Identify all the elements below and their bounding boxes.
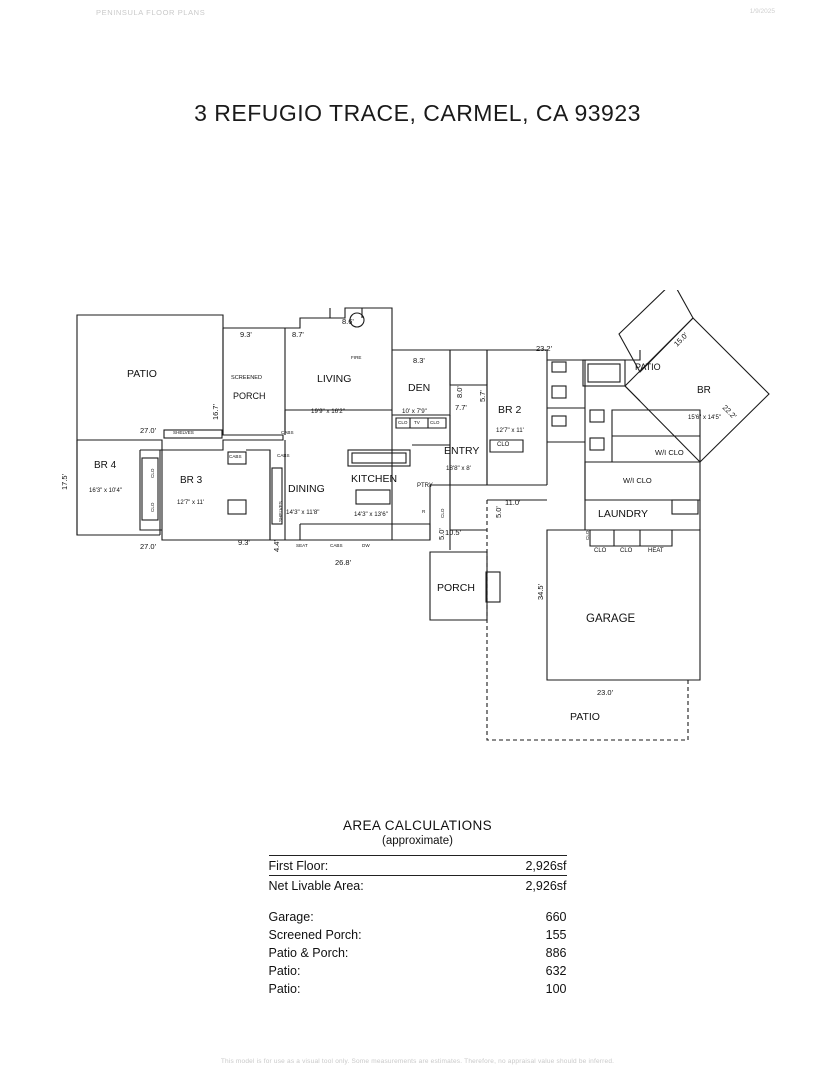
- fireplace-label: FIRE: [351, 355, 362, 360]
- room-label-laundry: LAUNDRY: [598, 508, 648, 520]
- table-row: [269, 962, 567, 980]
- dim-5-7: 5.7': [478, 390, 487, 402]
- room-label-patio-lower: PATIO: [570, 711, 600, 723]
- row-value: 2,926sf: [525, 859, 567, 873]
- heater-label: HEAT: [648, 548, 664, 554]
- entry-dimension: 18'8" x 8': [446, 465, 471, 472]
- table-row: [269, 980, 567, 998]
- dishwasher-label: DW: [362, 543, 370, 548]
- dim-23-0: 23.0': [597, 688, 614, 697]
- kitchen-cabs-label: CABS: [330, 543, 343, 548]
- room-label-br2: BR 2: [498, 404, 522, 416]
- room-label-porch-lower: PORCH: [437, 582, 475, 594]
- den-closet-label: CLO: [398, 420, 408, 425]
- row-label: Patio:: [268, 964, 301, 978]
- living-dimension: 19'9" x 16'2": [311, 408, 345, 415]
- dim-22-2: 22.2': [720, 403, 739, 421]
- dim-27-0-bot: 27.0': [140, 542, 157, 551]
- table-row: [269, 855, 567, 875]
- br4-closet-label: CLO: [150, 502, 155, 512]
- master-br-dimension: 15'6" x 14'5": [688, 415, 721, 421]
- table-row: [269, 875, 567, 895]
- refrigerator-label: R: [422, 509, 426, 514]
- dim-9-3-bot: 9.3': [238, 538, 250, 547]
- floor-plan-drawing: [0, 290, 835, 770]
- den-tv-label: TV: [414, 420, 420, 425]
- dim-4-4: 4.4': [272, 540, 281, 552]
- room-label-master-br: BR: [697, 385, 711, 396]
- br3-dimension: 12'7" x 11': [177, 500, 204, 506]
- room-label-garage: GARAGE: [586, 613, 636, 625]
- area-calculations-subtitle: (approximate): [382, 835, 453, 847]
- entry-closet-label: CLO: [497, 442, 510, 448]
- pantry-label: PTRY: [417, 483, 433, 489]
- hall-closet-label: CLO: [585, 530, 590, 540]
- room-label-patio-left: PATIO: [127, 368, 157, 380]
- table-row: [269, 926, 567, 944]
- br3-cabs-label: CABS: [229, 454, 242, 459]
- dim-8-7: 8.7': [292, 330, 304, 339]
- disclaimer-text: This model is for use as a visual tool only. Some measurements are estimates. Therefore, no appraisal value should be inferred.: [220, 1058, 615, 1065]
- dim-15-0: 15.0': [672, 330, 690, 349]
- room-label-screened: SCREENED: [231, 375, 263, 381]
- room-label-dining: DINING: [288, 483, 325, 495]
- dim-5-0-right: 5.0': [494, 506, 503, 518]
- walk-in-closet-2: W/I CLO: [623, 476, 652, 485]
- room-label-den: DEN: [408, 382, 431, 394]
- br4-closet2-label: CLO: [150, 468, 155, 478]
- dining-dimension: 14'3" x 11'8": [286, 509, 320, 516]
- room-label-br3: BR 3: [180, 475, 203, 486]
- dim-17-5: 17.5': [60, 473, 69, 490]
- den-closet2-label: CLO: [430, 420, 440, 425]
- room-label-porch-left: PORCH: [233, 391, 266, 401]
- seat-label: SEAT: [296, 543, 308, 548]
- page-title: 3 REFUGIO TRACE, CARMEL, CA 93923: [194, 100, 641, 126]
- dim-10-5: 10.5': [445, 528, 462, 537]
- room-label-patio-upper: PATIO: [635, 362, 661, 372]
- table-row: [269, 908, 567, 926]
- dim-16-7: 16.7': [211, 403, 220, 420]
- header-date: 1/9/2025: [749, 8, 775, 15]
- dim-8-3: 8.3': [413, 356, 425, 365]
- row-value: 2,926sf: [525, 879, 567, 893]
- dim-5-0-left: 5.0': [437, 528, 446, 540]
- room-label-entry: ENTRY: [444, 445, 480, 457]
- row-label: First Floor:: [268, 859, 329, 873]
- dim-34-5: 34.5': [536, 583, 545, 600]
- row-value: 660: [545, 910, 567, 924]
- header-company-label: PENINSULA FLOOR PLANS: [96, 8, 206, 17]
- row-value: 155: [545, 928, 567, 942]
- area-calculations-title: AREA CALCULATIONS: [342, 818, 493, 833]
- kitchen-dimension: 14'3" x 13'6": [354, 511, 388, 518]
- room-label-kitchen: KITCHEN: [351, 473, 398, 485]
- dim-8-6: 8.6': [342, 317, 354, 326]
- dim-8-0: 8.0': [455, 386, 464, 398]
- shelves-label-1: SHELVES: [173, 430, 194, 435]
- row-label: Garage:: [268, 910, 314, 924]
- br2-dimension: 12'7" x 11': [496, 427, 524, 434]
- dim-11-0: 11.0': [505, 498, 521, 507]
- kitchen-closet-label: CLO: [440, 508, 445, 518]
- row-label: Patio & Porch:: [268, 946, 349, 960]
- laundry-closet-1: CLO: [594, 548, 607, 554]
- dim-9-3-top: 9.3': [240, 330, 252, 339]
- laundry-closet-2: CLO: [620, 548, 633, 554]
- dim-26-8: 26.8': [335, 558, 352, 567]
- dining-cabs-label: CABS: [277, 453, 290, 458]
- row-label: Patio:: [268, 982, 301, 996]
- area-calculations-section: [0, 818, 835, 998]
- dim-27-0-top: 27.0': [140, 426, 157, 435]
- dim-7-7: 7.7': [455, 403, 467, 412]
- shelves-label-2: SHELVES: [278, 501, 283, 522]
- den-dimension: 10' x 7'9": [402, 408, 427, 415]
- row-label: Net Livable Area:: [268, 879, 364, 893]
- room-label-br4: BR 4: [94, 460, 117, 471]
- living-cabs-label: CABS: [281, 430, 294, 435]
- row-value: 100: [545, 982, 567, 996]
- table-row: [269, 944, 567, 962]
- row-value: 886: [545, 946, 567, 960]
- br4-dimension: 16'3" x 10'4": [89, 488, 122, 494]
- row-value: 632: [545, 964, 567, 978]
- room-label-living: LIVING: [317, 373, 352, 385]
- row-label: Screened Porch:: [268, 928, 362, 942]
- area-calculations-table: [269, 855, 567, 998]
- walk-in-closet-1: W/I CLO: [655, 448, 684, 457]
- dim-23-2: 23.2': [536, 344, 553, 353]
